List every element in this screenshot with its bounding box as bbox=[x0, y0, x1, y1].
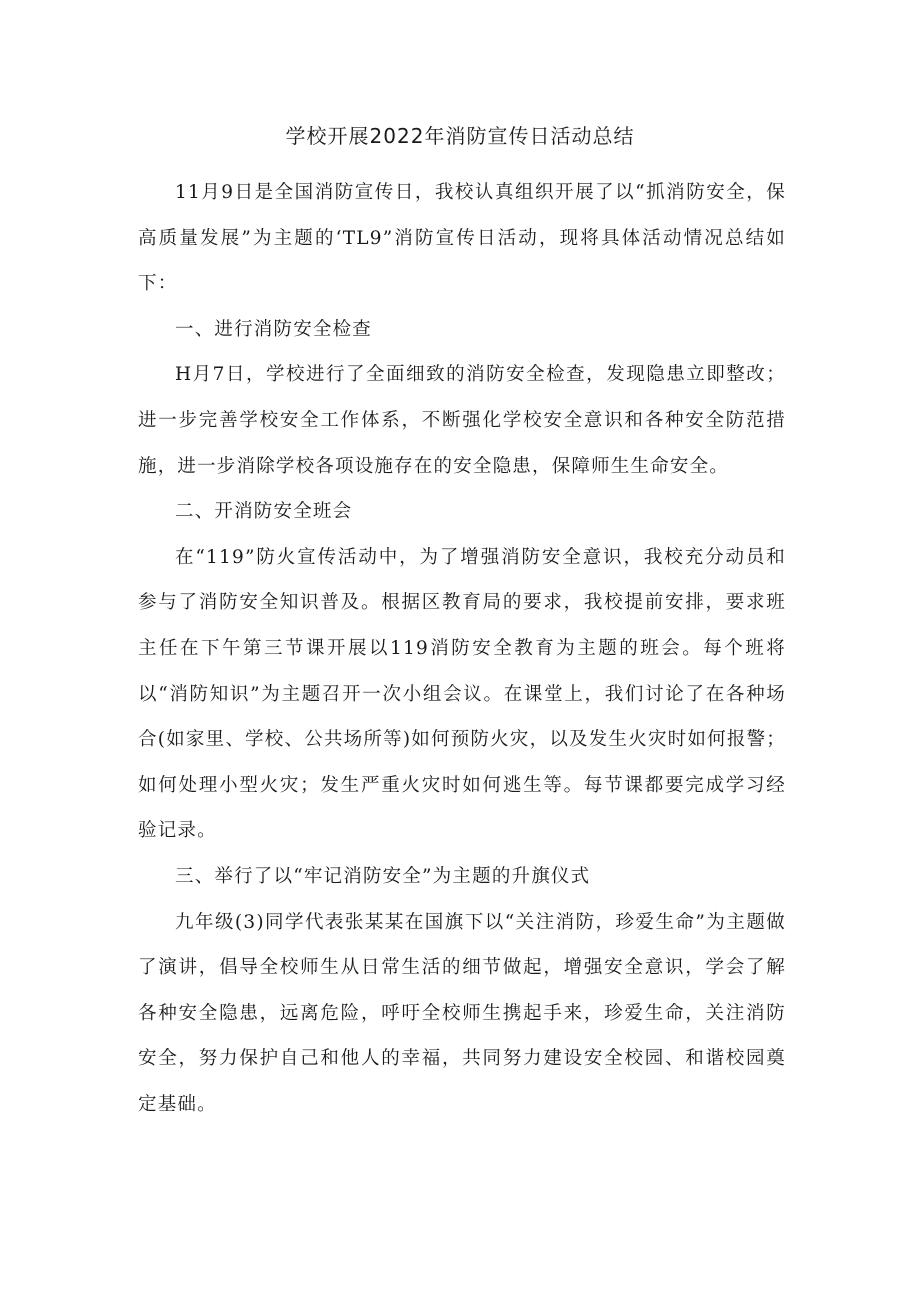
section-3-heading: 三、举行了以“牢记消防安全”为主题的升旗仪式 bbox=[175, 865, 591, 887]
section-2-paragraph: 在“119”防火宣传活动中，为了增强消防安全意识，我校充分动员和参与了消防安全知识普及。根据区教育局的要求，我校提前安排，要求班主任在下午第三节课开展以119消防安全教育为主题的班会。每个班将以“消防知识”为主题召开一次小组会议。在课堂上，我们讨论了在各种场合(如家里、学校、公共场所等)如何预防火灾，以及发生火灾时如何报警；如何处理小型火灾；发生严重火灾时如何逃生等。每节课都要完成学习经验记录。 bbox=[138, 546, 786, 842]
section-1-heading: 一、进行消防安全检查 bbox=[175, 318, 373, 340]
section-2-heading: 二、开消防安全班会 bbox=[175, 501, 353, 523]
section-1-paragraph: H月7日，学校进行了全面细致的消防安全检查，发现隐患立即整改；进一步完善学校安全工作体系，不断强化学校安全意识和各种安全防范措施，进一步消除学校各项设施存在的安全隐患，保障师生生命安全。 bbox=[138, 364, 786, 477]
document-body bbox=[138, 170, 786, 1127]
section-3-paragraph: 九年级(3)同学代表张某某在国旗下以“关注消防，珍爱生命”为主题做了演讲，倡导全校师生从日常生活的细节做起，增强安全意识，学会了解各种安全隐患，远离危险，呼吁全校师生携起手来，珍爱生命，关注消防安全，努力保护自己和他人的幸福，共同努力建设安全校园、和谐校园奠定基础。 bbox=[138, 911, 786, 1115]
intro-paragraph: 11月9日是全国消防宣传日，我校认真组织开展了以“抓消防安全，保高质量发展”为主题的‘TL9”消防宣传日活动，现将具体活动情况总结如下： bbox=[138, 182, 786, 295]
document-title: 学校开展2022年消防宣传日活动总结 bbox=[285, 124, 635, 148]
